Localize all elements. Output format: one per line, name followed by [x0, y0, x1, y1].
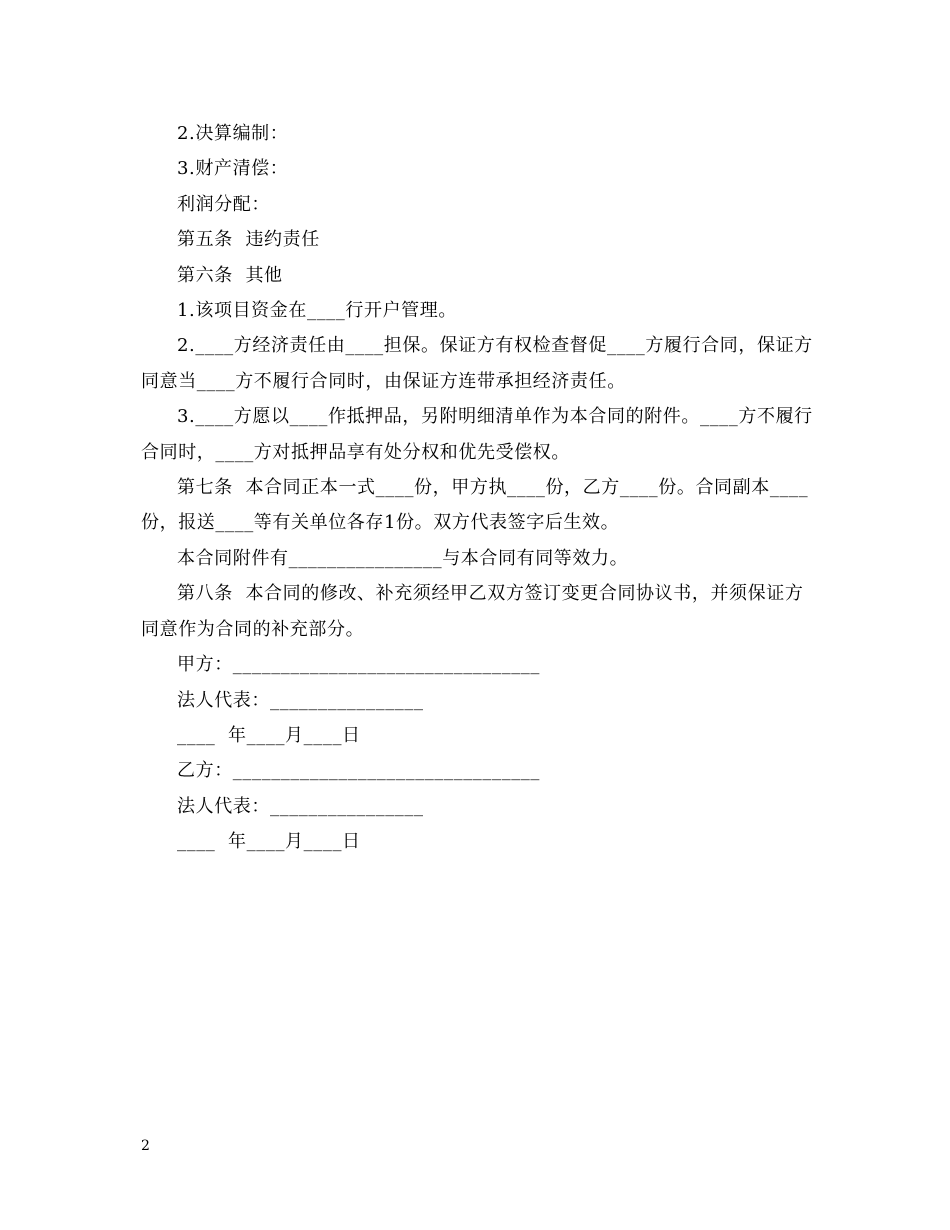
party-a-legal-representative-line: 法人代表：________________ [177, 689, 424, 711]
paragraph-property-settlement: 3.财产清偿： [177, 158, 289, 180]
article-6-clause-1: 1.该项目资金在____行开户管理。 [177, 300, 457, 322]
party-b-date-line: ____ 年____月____日 [177, 831, 361, 853]
page-number: 2 [141, 1138, 150, 1154]
attachments-clause: 本合同附件有________________与本合同有同等效力。 [177, 547, 629, 569]
article-6-clause-3: 3.____方愿以____作抵押品，另附明细清单作为本合同的附件。____方不履行合同时，____方对抵押品享有处分权和优先受偿权。 [141, 406, 813, 463]
article-6-clause-2: 2.____方经济责任由____担保。保证方有权检查督促____方履行合同，保证方同意当____方不履行合同时，由保证方连带承担经济责任。 [141, 335, 813, 392]
document-body [141, 116, 813, 860]
party-a-signature-line: 甲方：________________________________ [177, 654, 540, 676]
article-8-text: 第八条 本合同的修改、补充须经甲乙双方签订变更合同协议书，并须保证方同意作为合同的补充部分。 [141, 583, 804, 640]
article-7-text: 第七条 本合同正本一式____份，甲方执____份，乙方____份。合同副本____份，报送____等有关单位各存1份。双方代表签字后生效。 [141, 477, 809, 534]
paragraph-profit-distribution: 利润分配： [177, 193, 270, 215]
article-6-heading: 第六条 其他 [177, 264, 283, 286]
party-b-legal-representative-line: 法人代表：________________ [177, 795, 424, 817]
paragraph-budget-compilation: 2.决算编制： [177, 123, 289, 144]
party-a-date-line: ____ 年____月____日 [177, 724, 361, 746]
party-b-signature-line: 乙方：________________________________ [177, 760, 540, 782]
article-5-heading: 第五条 违约责任 [177, 229, 320, 251]
